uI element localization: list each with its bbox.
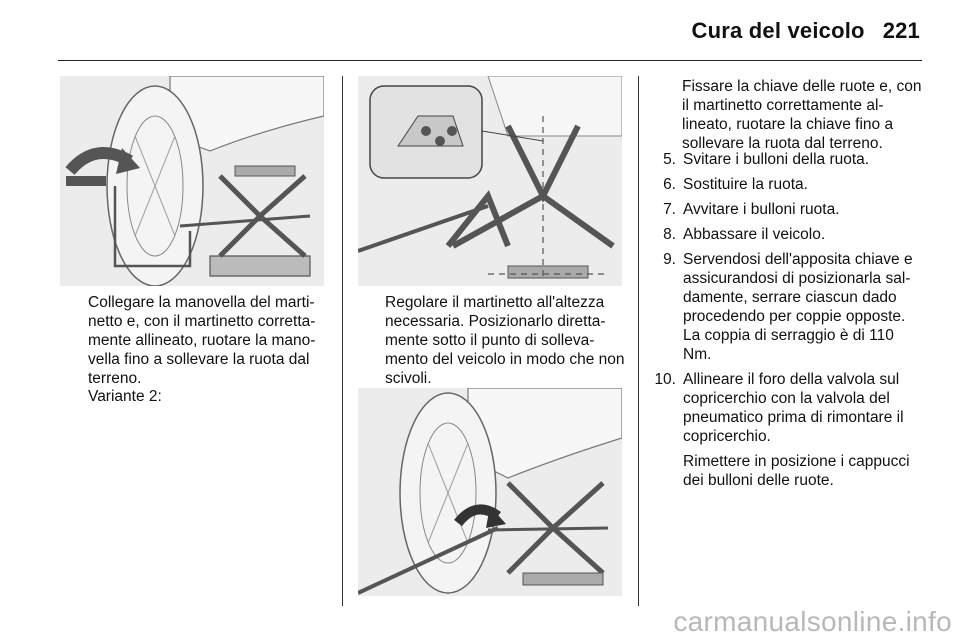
jack-position-illustration [358,76,622,286]
step-text: Sostituire la ruota. [683,176,808,193]
left-instruction: Collegare la manovella del marti- netto e, con il martinetto corretta- mente allineato, ruotare la mano- vella fino a sollevare la ruota dal terreno. [88,294,316,387]
list-item [650,150,925,169]
right-intro: Fissare la chiave delle ruote e, con il martinetto correttamente al- lineato, ruotare la chiave fino a sollevare la ruota dal terreno. [682,78,922,152]
step-number: 9. [663,251,676,268]
step-number: 6. [663,176,676,193]
figure-jack-position [358,76,622,286]
step-list [650,150,925,496]
step-number: 7. [663,201,676,218]
step-number: 10. [654,371,676,388]
column-divider-2 [638,76,639,606]
page-number: 221 [882,18,920,43]
step-extra-text: Rimettere in posizione i cappucci dei bulloni delle ruote. [683,453,910,489]
step-text: Allineare il foro della valvola sul copricerchio con la valvola del pneumatico prima di rimontare il copricerchio. [683,371,904,445]
list-item [650,370,925,490]
step-text: Abbassare il veicolo. [683,226,826,243]
step-text: Servendosi dell'apposita chiave e assicurandosi di posizionarla sal- damente, serrare ciascun dado procedendo per coppie opposte. La coppia di serraggio è di 110 Nm. [683,251,913,363]
step-text: Avvitare i bulloni ruota. [683,201,840,218]
section-title [692,18,920,44]
list-item [650,225,925,244]
list-item [650,175,925,194]
step-number: 8. [663,226,676,243]
figure-jack-crank [60,76,324,286]
step-text: Svitare i bulloni della ruota. [683,151,870,168]
variant-label: Variante 2: [88,388,162,405]
jack-crank-illustration [60,76,324,286]
list-item [650,200,925,219]
header-rule [58,60,922,61]
step-number: 5. [663,151,676,168]
column-divider-1 [342,76,343,606]
watermark: carmanualsonline.info [673,606,952,637]
section-title-text: Cura del veicolo [691,18,865,43]
list-item [650,250,925,364]
middle-instruction: Regolare il martinetto all'altezza necessaria. Posizionarlo diretta- mente sotto il punto di solleva- mento del veicolo in modo che non scivoli. [385,294,625,387]
jack-wrench-illustration [358,388,622,596]
figure-jack-wrench [358,388,622,596]
